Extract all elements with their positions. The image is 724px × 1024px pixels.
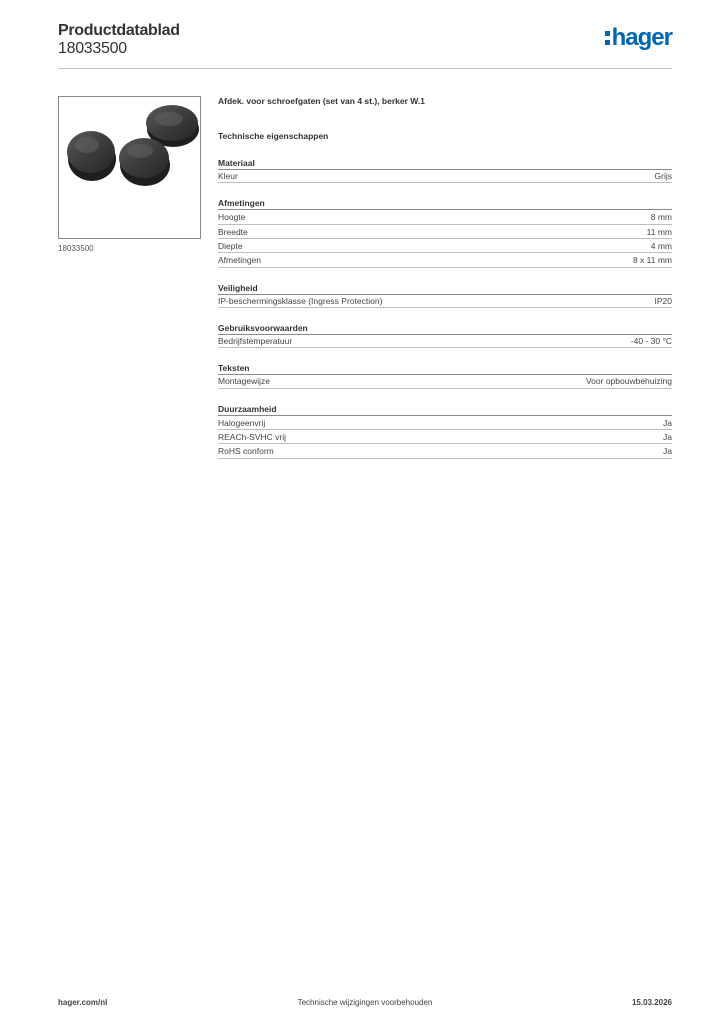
spec-label: Breedte	[218, 226, 248, 237]
spec-value: 11 mm	[646, 226, 672, 237]
section-title: Afmetingen	[218, 197, 672, 210]
spec-value: 8 x 11 mm	[632, 255, 672, 266]
spec-row	[218, 375, 672, 388]
spec-row	[218, 170, 672, 183]
spec-value: 4 mm	[650, 240, 672, 251]
section-veiligheid	[218, 282, 672, 308]
section-gebruiksvoorwaarden	[218, 322, 672, 348]
spec-row	[218, 253, 672, 267]
spec-value: Ja	[663, 432, 672, 443]
spec-row	[218, 239, 672, 253]
spec-value: IP20	[654, 295, 672, 306]
spec-label: RoHS conform	[218, 446, 274, 457]
logo-text: hager	[611, 24, 672, 51]
cover-caps-illustration	[59, 97, 200, 238]
spec-value: Ja	[663, 417, 672, 428]
header-divider	[58, 68, 672, 69]
spec-label: Halogeenvrij	[218, 417, 266, 428]
section-title: Veiligheid	[218, 282, 672, 295]
spec-label: Bedrijfstemperatuur	[218, 335, 293, 346]
spec-label: Montagewijze	[218, 376, 270, 387]
footer-date: 15.03.2026	[631, 998, 672, 1007]
spec-row	[218, 444, 672, 458]
spec-label: Kleur	[218, 171, 238, 181]
spec-label: Afmetingen	[218, 255, 261, 266]
section-duurzaamheid	[218, 403, 672, 459]
product-image	[58, 96, 201, 239]
hager-logo	[605, 26, 672, 50]
spec-row	[218, 335, 672, 348]
section-afmetingen	[218, 197, 672, 267]
document-number: 18033500	[58, 40, 127, 57]
section-materiaal	[218, 157, 672, 183]
document-title: Productdatablad	[58, 22, 180, 39]
logo-colon-icon	[605, 31, 610, 49]
section-teksten	[218, 362, 672, 388]
section-title: Teksten	[218, 362, 672, 375]
spec-value: 8 mm	[650, 212, 672, 223]
page-header	[58, 20, 672, 68]
spec-row	[218, 225, 672, 239]
spec-row	[218, 416, 672, 430]
spec-row	[218, 295, 672, 308]
footer-disclaimer: Technische wijzigingen voorbehouden	[297, 998, 433, 1007]
footer-website-link[interactable]: hager.com/nl	[58, 998, 108, 1007]
spec-value: -40 - 30 °C	[630, 335, 672, 346]
spec-value: Grijs	[654, 171, 672, 181]
image-caption: 18033500	[58, 244, 94, 253]
spec-label: REACh-SVHC vrij	[218, 432, 287, 443]
product-specs	[218, 96, 672, 459]
product-name: Afdek. voor schroefgaten (set van 4 st.), berker W.1	[218, 96, 425, 106]
section-title: Duurzaamheid	[218, 403, 672, 416]
section-title: Materiaal	[218, 157, 672, 170]
spec-value: Ja	[663, 446, 672, 457]
spec-label: Hoogte	[218, 212, 246, 223]
spec-label: Diepte	[218, 240, 243, 251]
spec-row	[218, 210, 672, 224]
spec-value: Voor opbouwbehuizing	[585, 376, 672, 387]
spec-label: IP-beschermingsklasse (Ingress Protection)	[218, 295, 383, 306]
section-title: Gebruiksvoorwaarden	[218, 322, 672, 335]
spec-row	[218, 430, 672, 444]
technical-properties-title: Technische eigenschappen	[218, 131, 329, 141]
